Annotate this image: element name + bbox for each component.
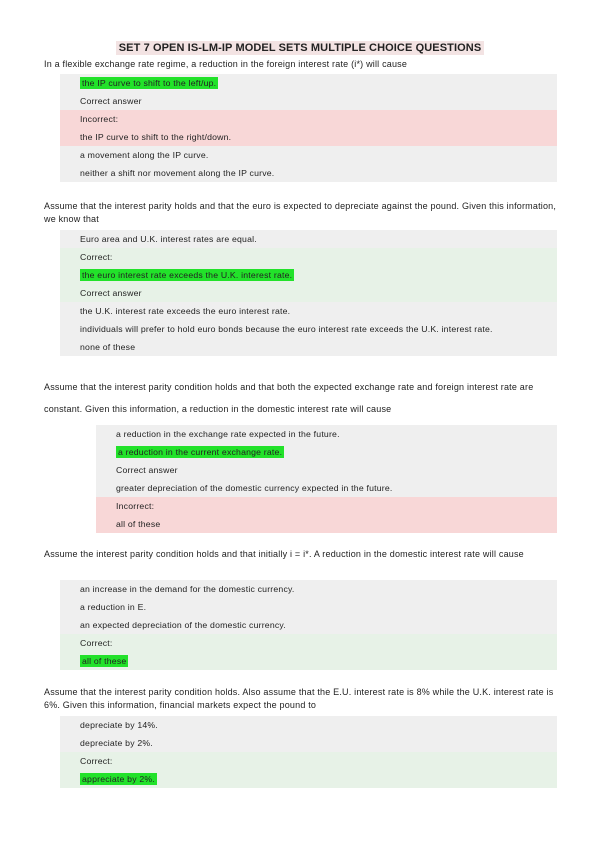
option-text: greater depreciation of the domestic currency expected in the future. bbox=[116, 483, 393, 493]
feedback-label: Correct: bbox=[80, 756, 113, 766]
option-text: all of these bbox=[116, 519, 161, 529]
option-text-highlighted: all of these bbox=[82, 656, 127, 666]
question-5-options bbox=[60, 716, 557, 788]
question-4-text: Assume the interest parity condition holds and that initially i = i*. A reduction in the domestic interest rate will cause bbox=[44, 549, 524, 559]
option-row[interactable] bbox=[60, 266, 557, 284]
option-row[interactable] bbox=[60, 598, 557, 616]
option-text: a reduction in E. bbox=[80, 602, 147, 612]
option-row[interactable] bbox=[60, 716, 557, 734]
option-row bbox=[96, 497, 557, 515]
option-row[interactable] bbox=[60, 580, 557, 598]
option-text: Euro area and U.K. interest rates are equal. bbox=[80, 234, 257, 244]
option-text-highlighted: the IP curve to shift to the left/up. bbox=[82, 78, 217, 88]
option-text: Correct answer bbox=[116, 465, 178, 475]
option-text: none of these bbox=[80, 342, 136, 352]
option-text: Correct answer bbox=[80, 96, 142, 106]
option-row[interactable] bbox=[60, 230, 557, 248]
option-text-highlighted: the euro interest rate exceeds the U.K. interest rate. bbox=[82, 270, 293, 280]
option-row[interactable] bbox=[60, 338, 557, 356]
option-row bbox=[60, 248, 557, 266]
option-row[interactable] bbox=[60, 74, 557, 92]
option-row[interactable] bbox=[96, 479, 557, 497]
option-text: depreciate by 2%. bbox=[80, 738, 153, 748]
question-3-options bbox=[96, 425, 557, 533]
option-text: Correct answer bbox=[80, 288, 142, 298]
option-text: depreciate by 14%. bbox=[80, 720, 158, 730]
option-row bbox=[60, 634, 557, 652]
option-row[interactable] bbox=[60, 652, 557, 670]
option-row[interactable] bbox=[60, 164, 557, 182]
option-row[interactable] bbox=[60, 770, 557, 788]
feedback-label: Incorrect: bbox=[80, 114, 119, 124]
option-text: the U.K. interest rate exceeds the euro interest rate. bbox=[80, 306, 291, 316]
page-title: SET 7 OPEN IS-LM-IP MODEL SETS MULTIPLE CHOICE QUESTIONS bbox=[0, 42, 600, 54]
option-text: an increase in the demand for the domestic currency. bbox=[80, 584, 295, 594]
option-text: an expected depreciation of the domestic currency. bbox=[80, 620, 286, 630]
question-4-options bbox=[60, 580, 557, 670]
option-row[interactable] bbox=[60, 734, 557, 752]
question-5-text: Assume that the interest parity condition holds. Also assume that the E.U. interest rate is 8% while the U.K. interest rate is 6%. Given this information, financial markets expect the pound to bbox=[44, 687, 554, 710]
option-row[interactable] bbox=[60, 616, 557, 634]
option-row[interactable] bbox=[60, 92, 557, 110]
option-text: individuals will prefer to hold euro bonds because the euro interest rate exceeds the U.K. interest rate. bbox=[80, 324, 493, 334]
option-row[interactable] bbox=[96, 515, 557, 533]
option-text: a movement along the IP curve. bbox=[80, 150, 209, 160]
question-3-text: Assume that the interest parity condition holds and that both the expected exchange rate and foreign interest rate are constant. Given this information, a reduction in the domestic interest rate will cause bbox=[44, 382, 534, 414]
option-text: the IP curve to shift to the right/down. bbox=[80, 132, 232, 142]
option-row[interactable] bbox=[60, 302, 557, 320]
question-2-options bbox=[60, 230, 557, 356]
option-row bbox=[60, 110, 557, 128]
question-1-options bbox=[60, 74, 557, 182]
option-text-highlighted: appreciate by 2%. bbox=[82, 774, 155, 784]
question-2-text: Assume that the interest parity holds and that the euro is expected to depreciate against the pound. Given this information, we know that bbox=[44, 201, 557, 224]
option-row[interactable] bbox=[60, 320, 557, 338]
option-row[interactable] bbox=[60, 146, 557, 164]
option-row[interactable] bbox=[60, 128, 557, 146]
option-text: neither a shift nor movement along the IP curve. bbox=[80, 168, 275, 178]
option-row[interactable] bbox=[96, 443, 557, 461]
option-text-highlighted: a reduction in the current exchange rate. bbox=[118, 447, 283, 457]
question-1-text: In a flexible exchange rate regime, a reduction in the foreign interest rate (i*) will cause bbox=[44, 59, 408, 69]
feedback-label: Correct: bbox=[80, 638, 113, 648]
feedback-label: Correct: bbox=[80, 252, 113, 262]
option-row[interactable] bbox=[60, 284, 557, 302]
option-row bbox=[60, 752, 557, 770]
feedback-label: Incorrect: bbox=[116, 501, 155, 511]
option-row[interactable] bbox=[96, 425, 557, 443]
option-row[interactable] bbox=[96, 461, 557, 479]
option-text: a reduction in the exchange rate expected in the future. bbox=[116, 429, 340, 439]
